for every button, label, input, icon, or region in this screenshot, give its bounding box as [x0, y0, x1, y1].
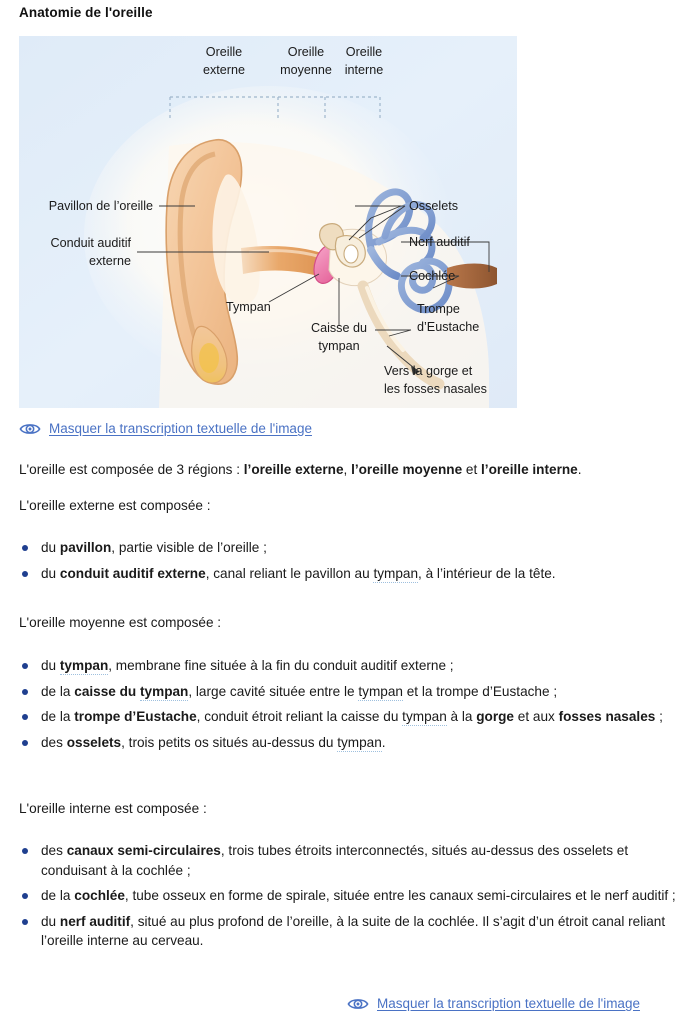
bracket-label-moyenne-line2: moyenne: [280, 63, 332, 77]
hide-transcription-label-bottom[interactable]: Masquer la transcription textuelle de l'image: [377, 996, 640, 1011]
callout-tympan: Tympan: [226, 300, 271, 314]
callout-pavillon: Pavillon de l’oreille: [48, 199, 153, 213]
bracket-label-externe-line1: Oreille: [205, 45, 243, 59]
intro-paragraph: L'oreille est composée de 3 régions : l’oreille externe, l’oreille moyenne et l’oreille interne.: [19, 462, 582, 477]
callout-cochlee: Cochlée: [409, 269, 456, 283]
eye-icon: [347, 997, 369, 1011]
list-oreille-interne: [19, 841, 684, 957]
list-item: des canaux semi-circulaires, trois tubes étroits interconnectés, situés au-dessus des osselets et conduisant à la cochlée ;: [19, 841, 684, 880]
list-oreille-externe: [19, 538, 684, 589]
hide-transcription-link-bottom[interactable]: [347, 996, 640, 1011]
list-item: du conduit auditif externe, canal reliant le pavillon au tympan, à l’intérieur de la tête.: [19, 564, 684, 584]
callout-nerf-auditif: Nerf auditif: [409, 235, 470, 249]
callout-osselets: Osselets: [409, 199, 458, 213]
svg-text:d’Eustache: d’Eustache: [417, 320, 480, 334]
list-item: du nerf auditif, situé au plus profond de l’oreille, à la suite de la cochlée. Il s’agit d’un étroit canal reliant l’oreille interne au cerveau.: [19, 912, 684, 951]
list-item: de la cochlée, tube osseux en forme de spirale, située entre les canaux semi-circulaires et le nerf auditif ;: [19, 886, 684, 906]
list-item: de la caisse du tympan, large cavité située entre le tympan et la trompe d’Eustache ;: [19, 682, 684, 702]
svg-text:Trompe: Trompe: [417, 302, 460, 316]
bracket-label-interne-line2: interne: [344, 63, 384, 77]
hide-transcription-link-top[interactable]: [19, 421, 312, 436]
section-lead-oreille-externe: L'oreille externe est composée :: [19, 498, 211, 513]
list-item: des osselets, trois petits os situés au-dessus du tympan.: [19, 733, 684, 753]
svg-text:les fosses nasales: les fosses nasales: [384, 382, 487, 396]
page-title: Anatomie de l'oreille: [19, 5, 153, 20]
bracket-label-interne-line1: Oreille: [345, 45, 383, 59]
list-oreille-moyenne: [19, 656, 684, 758]
bracket-label-externe-line2: externe: [202, 63, 246, 77]
ear-anatomy-figure: [19, 36, 517, 408]
section-lead-oreille-interne: L'oreille interne est composée :: [19, 801, 207, 816]
list-item: de la trompe d’Eustache, conduit étroit reliant la caisse du tympan à la gorge et aux fosses nasales ;: [19, 707, 684, 727]
svg-text:Vers la gorge et: Vers la gorge et: [384, 364, 473, 378]
svg-text:Caisse du: Caisse du: [310, 321, 368, 335]
list-item: du pavillon, partie visible de l’oreille ;: [19, 538, 684, 558]
bracket-label-moyenne-line1: Oreille: [287, 45, 325, 59]
eye-icon: [19, 422, 41, 436]
list-item: du tympan, membrane fine située à la fin du conduit auditif externe ;: [19, 656, 684, 676]
svg-text:externe: externe: [88, 254, 131, 268]
svg-text:Conduit auditif: Conduit auditif: [50, 236, 131, 250]
section-lead-oreille-moyenne: L'oreille moyenne est composée :: [19, 615, 222, 630]
svg-text:tympan: tympan: [318, 339, 360, 353]
hide-transcription-label-top[interactable]: Masquer la transcription textuelle de l'image: [49, 421, 312, 436]
